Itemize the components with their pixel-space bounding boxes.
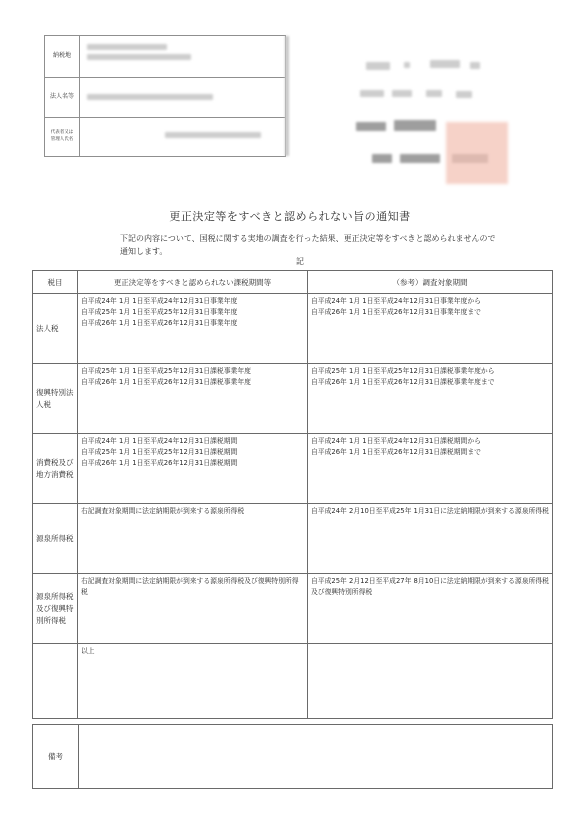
ki-marker: 記 xyxy=(296,257,304,266)
redacted-issuer-text xyxy=(356,122,386,131)
taxpayer-info-box xyxy=(44,35,286,157)
tax-address-label: 納税地 xyxy=(45,36,80,77)
reference-line: 自平成24年 1月 1日至平成24年12月31日課税期間から xyxy=(311,437,481,445)
period-line: 自平成24年 1月 1日至平成24年12月31日課税期間 xyxy=(81,437,238,445)
period-cell xyxy=(78,434,308,504)
reference-line: 自平成24年 1月 1日至平成24年12月31日事業年度から xyxy=(311,297,481,305)
reference-cell xyxy=(308,504,553,574)
remarks-label: 備考 xyxy=(33,725,79,788)
table-row xyxy=(33,574,553,644)
remarks-box xyxy=(32,724,553,789)
tax-period-table xyxy=(32,270,553,719)
tax-item: 消費税及び地方消費税 xyxy=(33,434,78,504)
redacted-issuer-text xyxy=(456,91,472,98)
table-row xyxy=(33,294,553,364)
period-line: 自平成25年 1月 1日至平成25年12月31日課税期間 xyxy=(81,448,238,456)
period-line: 自平成26年 1月 1日至平成26年12月31日課税事業年度 xyxy=(81,378,251,386)
reference-line: 自平成25年 1月 1日至平成25年12月31日課税事業年度から xyxy=(311,367,495,375)
reference-cell xyxy=(308,364,553,434)
reference-cell xyxy=(308,574,553,644)
table-row xyxy=(33,434,553,504)
table-header-row xyxy=(33,271,553,294)
redacted-issuer-text xyxy=(400,154,440,163)
period-line: 自平成25年 1月 1日至平成25年12月31日事業年度 xyxy=(81,308,238,316)
closing-text: 以上 xyxy=(81,647,95,655)
period-cell xyxy=(78,294,308,364)
reference-line: 自平成24年 2月10日至平成25年 1月31日に法定納期限が到来する源泉所得税 xyxy=(311,507,549,515)
document-title: 更正決定等をすべきと認められない旨の通知書 xyxy=(169,210,411,223)
period-line: 自平成26年 1月 1日至平成26年12月31日事業年度 xyxy=(81,319,238,327)
redacted-issuer-text xyxy=(366,62,390,70)
empty-reference-cell xyxy=(308,644,553,719)
redacted-issuer-text xyxy=(360,90,384,97)
period-cell xyxy=(78,364,308,434)
table-row xyxy=(33,504,553,574)
redacted-issuer-text xyxy=(394,120,436,131)
period-cell xyxy=(78,574,308,644)
redacted-address-line xyxy=(87,44,167,50)
period-cell xyxy=(78,504,308,574)
intro-paragraph: 下記の内容について、国税に関する実地の調査を行った結果、更正決定等をすべきと認められませんので通知します。 xyxy=(120,234,496,256)
table-row xyxy=(33,364,553,434)
redacted-issuer-text xyxy=(430,60,460,68)
redacted-representative-name xyxy=(165,132,261,138)
period-line: 自平成25年 1月 1日至平成25年12月31日課税事業年度 xyxy=(81,367,251,375)
reference-cell xyxy=(308,294,553,364)
header-periods: 更正決定等をすべきと認められない課税期間等 xyxy=(78,271,308,294)
redacted-address-line xyxy=(87,54,191,60)
corporation-name-row xyxy=(45,77,285,118)
tax-item: 源泉所得税及び復興特別所得税 xyxy=(33,574,78,644)
corporation-name-label: 法人名等 xyxy=(45,77,80,117)
period-line: 右記調査対象期間に法定納期限が到来する源泉所得税及び復興特別所得税 xyxy=(81,577,299,596)
period-line: 自平成26年 1月 1日至平成26年12月31日課税期間 xyxy=(81,459,238,467)
empty-tax-cell xyxy=(33,644,78,719)
header-tax-item: 税目 xyxy=(33,271,78,294)
closing-cell xyxy=(78,644,308,719)
redacted-issuer-text xyxy=(470,62,480,69)
reference-line: 自平成25年 2月12日至平成27年 8月10日に法定納期限が到来する源泉所得税及び復興特別所得税 xyxy=(311,577,549,596)
redacted-issuer-text xyxy=(404,62,410,68)
period-line: 自平成24年 1月 1日至平成24年12月31日事業年度 xyxy=(81,297,238,305)
header-box-shadow xyxy=(285,36,289,156)
redacted-issuer-text xyxy=(372,154,392,163)
representative-label: 代表者又は 管理人氏名 xyxy=(45,117,80,156)
table-row xyxy=(33,644,553,719)
tax-item: 法人税 xyxy=(33,294,78,364)
period-line: 右記調査対象期間に法定納期限が到来する源泉所得税 xyxy=(81,507,245,515)
official-seal-stamp xyxy=(446,122,508,184)
header-reference: （参考）調査対象期間 xyxy=(308,271,553,294)
representative-row xyxy=(45,117,285,157)
tax-item: 復興特別法人税 xyxy=(33,364,78,434)
tax-address-row xyxy=(45,36,285,78)
tax-item: 源泉所得税 xyxy=(33,504,78,574)
reference-cell xyxy=(308,434,553,504)
redacted-corporation-name xyxy=(87,94,213,100)
redacted-issuer-text xyxy=(426,90,442,97)
reference-line: 自平成26年 1月 1日至平成26年12月31日課税事業年度まで xyxy=(311,378,495,386)
reference-line: 自平成26年 1月 1日至平成26年12月31日事業年度まで xyxy=(311,308,481,316)
reference-line: 自平成26年 1月 1日至平成26年12月31日課税期間まで xyxy=(311,448,481,456)
redacted-issuer-text xyxy=(392,90,412,97)
